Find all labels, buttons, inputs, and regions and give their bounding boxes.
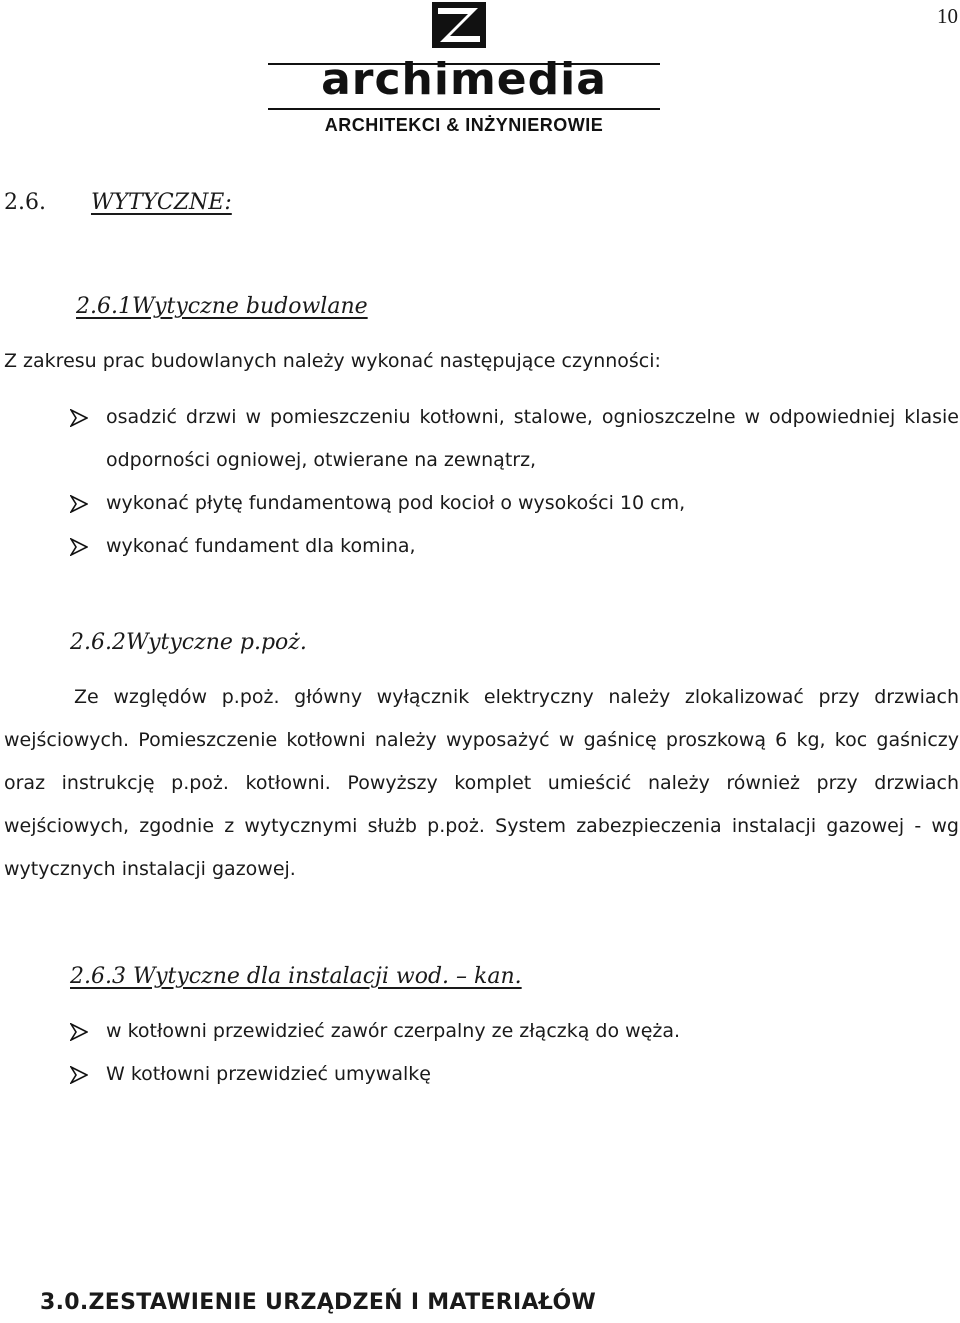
fire-safety-paragraph: Ze względów p.poż. główny wyłącznik elektryczny należy zlokalizować przy drzwiach wejściowych. Pomieszczenie kotłowni należy wyposażyć w gaśnicę proszkową 6 kg, koc gaśniczy oraz instrukcję p.poż. kotłowni. Powyższy komplet umieścić należy również przy drzwiach wejściowych, zgodnie z wytycznymi służb p.poż. System zabezpieczenia instalacji gazowej - wg wytycznych instalacji gazowej. [4, 686, 959, 880]
section-heading-3-0: 3.0.ZESTAWIENIE URZĄDZEŃ I MATERIAŁÓW [40, 1290, 597, 1315]
logo-mark-icon [432, 2, 486, 48]
section-heading-2-6 [4, 190, 232, 215]
logo-wordmark: archimedia [321, 54, 607, 105]
arrow-bullet-icon [70, 1023, 88, 1041]
list-item-text: wykonać płytę fundamentową pod kocioł o wysokości 10 cm, [106, 492, 686, 514]
intro-paragraph: Z zakresu prac budowlanych należy wykonać następujące czynności: [4, 350, 661, 372]
section-number: 2.6. [4, 190, 46, 215]
section-title: WYTYCZNE: [90, 190, 232, 215]
arrow-bullet-icon [70, 538, 88, 556]
logo-subtitle: ARCHITEKCI & INŻYNIEROWIE [324, 115, 604, 135]
section-heading-2-6-3: 2.6.3 Wytyczne dla instalacji wod. – kan. [70, 964, 522, 989]
list-item [70, 482, 959, 525]
arrow-bullet-icon [70, 1066, 88, 1084]
list-item-text: W kotłowni przewidzieć umywalkę [106, 1063, 431, 1085]
list-item [70, 1053, 959, 1096]
logo-rule-bottom [268, 108, 660, 110]
company-logo [268, 0, 660, 140]
section-heading-2-6-1: 2.6.1Wytyczne budowlane [76, 294, 368, 319]
arrow-bullet-icon [70, 409, 88, 427]
list-item [70, 525, 959, 568]
arrow-bullet-icon [70, 495, 88, 513]
list-item-text: w kotłowni przewidzieć zawór czerpalny ze złączką do węża. [106, 1020, 681, 1042]
list-item-text: osadzić drzwi w pomieszczeniu kotłowni, stalowe, ognioszczelne w odpowiedniej klasie odporności ogniowej, otwierane na zewnątrz, [106, 406, 959, 471]
list-item-text: wykonać fundament dla komina, [106, 535, 416, 557]
list-item [70, 396, 959, 482]
page-number: 10 [937, 4, 958, 28]
section-heading-2-6-2: 2.6.2Wytyczne p.poż. [70, 630, 307, 655]
list-item [70, 1010, 959, 1053]
